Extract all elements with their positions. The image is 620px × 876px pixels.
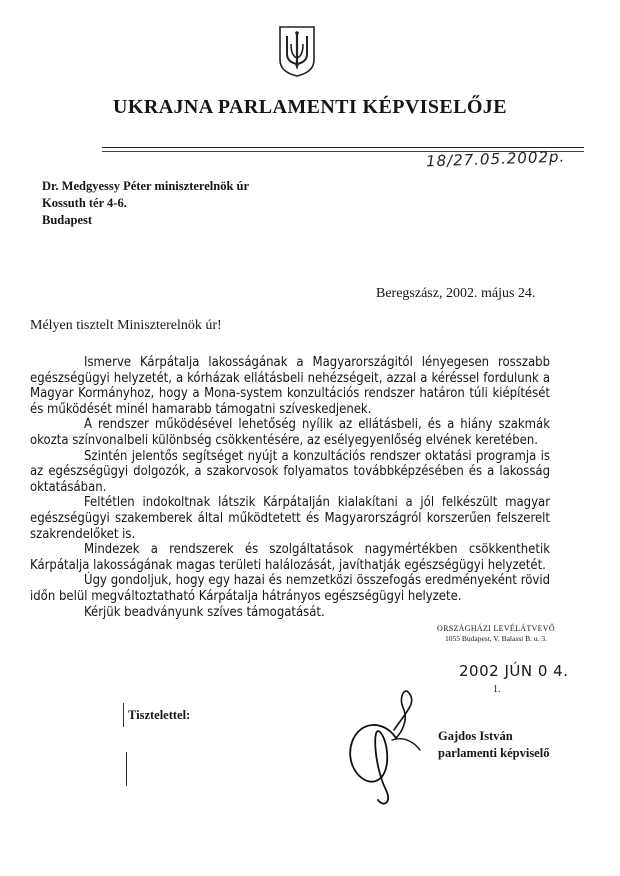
receipt-stamp bbox=[418, 624, 574, 643]
recipient-address bbox=[42, 178, 249, 229]
stamp-date: 2002 JÚN 0 4. bbox=[459, 662, 569, 680]
stamp-number: 1. bbox=[493, 684, 501, 695]
recipient-street: Kossuth tér 4-6. bbox=[42, 196, 127, 210]
signer-name: Gajdos István bbox=[438, 729, 513, 743]
paragraph: Feltétlen indokoltnak látszik Kárpátalján kialakítani a jól felkészült magyar egészségügyi szakemberek által működtetett és Magyarországról korszerűen felszerelt szakrendelőket is. bbox=[30, 495, 550, 542]
salutation: Mélyen tisztelt Miniszterelnök úr! bbox=[30, 318, 222, 333]
letterhead-title: UKRAJNA PARLAMENTI KÉPVISELŐJE bbox=[113, 96, 507, 118]
signer-block bbox=[438, 728, 549, 762]
registry-number: 18/27.05.2002р. bbox=[425, 147, 566, 171]
stamp-address: 1055 Budapest, V. Balassi B. u. 3. bbox=[444, 634, 548, 643]
paragraph: Mindezek a rendszerek és szolgáltatások nagymértékben csökkenthetik Kárpátalja lakosságának magas területi halálozását, javíthatják egészségügyi helyzetét. bbox=[30, 542, 550, 573]
handwritten-signature bbox=[334, 680, 444, 810]
paragraph: Úgy gondoljuk, hogy egy hazai és nemzetközi összefogás eredményeként rövid időn belül megváltoztatható Kárpátalja hátrányos egészségügyi helyzete. bbox=[30, 573, 550, 604]
letter-date: Beregszász, 2002. május 24. bbox=[376, 286, 536, 301]
paragraph: Szintén jelentős segítséget nyújt a konzultációs rendszer oktatási programja is az egészségügyi dolgozók, a szakorvosok folyamatos továbbképzésében és a lakosság oktatásában. bbox=[30, 448, 550, 495]
paragraph: Ismerve Kárpátalja lakosságának a Magyarországitól lényegesen rosszabb egészségügyi helyzetét, a kórházak ellátásbeli nehézségeit, azzal a kéréssel fordulunk a Magyar Kormányhoz, hogy a Mona-system konzultációs rendszer határon túli kiépítését és működését minél hamarabb támogatni szíveskedjenek. bbox=[30, 355, 550, 417]
margin-mark bbox=[123, 703, 124, 727]
ukraine-trident-crest-icon bbox=[277, 24, 317, 78]
margin-mark bbox=[126, 752, 127, 786]
letter-body bbox=[30, 355, 550, 620]
paragraph: Kérjük beadványunk szíves támogatását. bbox=[84, 604, 325, 620]
recipient-name: Dr. Medgyessy Péter miniszterelnök úr bbox=[42, 179, 250, 193]
closing: Tisztelettel: bbox=[128, 708, 191, 722]
recipient-city: Budapest bbox=[42, 213, 93, 227]
paragraph: A rendszer működésével lehetőség nyílik az ellátásbeli, és a hiány szakmák okozta színvonalbeli különbség csökkentésére, az esélyegyenlőség elvének keretében. bbox=[30, 417, 550, 448]
signer-title: parlamenti képviselő bbox=[438, 746, 550, 760]
stamp-office: ORSZÁGHÁZI LEVÉLÁTVEVŐ bbox=[437, 624, 555, 633]
letterhead-rule bbox=[102, 147, 584, 148]
